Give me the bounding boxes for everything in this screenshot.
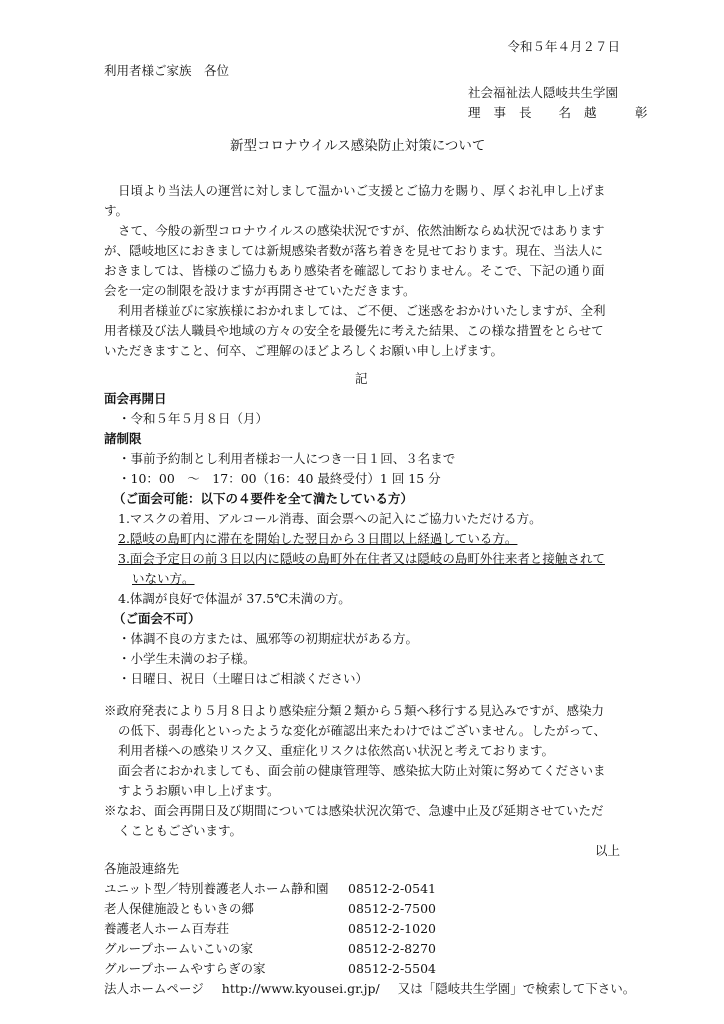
restrictions-heading: 諸制限 bbox=[104, 431, 142, 446]
homepage-link[interactable]: http://www.kyousei.gr.jp/ bbox=[221, 981, 380, 996]
impossible-item: ・体調不良の方または、風邪等の初期症状がある方。 bbox=[118, 631, 419, 646]
contact-row bbox=[104, 878, 624, 899]
contacts-heading: 各施設連絡先 bbox=[104, 861, 180, 876]
facility-name: 老人保健施設ともいきの郷 bbox=[104, 901, 255, 916]
facility-name: グループホームやすらぎの家 bbox=[104, 961, 266, 976]
body-line: いただきますこと、何卒、ご理解のほどよろしくお願い申し上げます。 bbox=[104, 343, 504, 358]
sender-name: 名越 彰 bbox=[558, 105, 661, 120]
body-line: が、隠岐地区におきましては新規感染者数が落ち着きを見せております。現在、当法人に bbox=[104, 243, 604, 258]
restriction-item: ・事前予約制とし利用者様お一人につき一日１回、３名まで bbox=[118, 451, 456, 466]
closing: 以上 bbox=[594, 843, 620, 858]
homepage-note: 又は「隠岐共生学園」で検索して下さい。 bbox=[397, 981, 636, 996]
contact-row bbox=[104, 938, 624, 959]
contact-row bbox=[104, 918, 624, 939]
sender-role: 理事長 bbox=[468, 105, 545, 120]
homepage-line bbox=[104, 978, 635, 999]
body-line: おきましては、皆様のご協力もあり感染者を確認しておりません。そこで、下記の通り面 bbox=[104, 263, 605, 278]
body-line: す。 bbox=[104, 203, 129, 218]
addressee: 利用者様ご家族 各位 bbox=[104, 63, 230, 78]
condition-item: 3.面会予定日の前３日以内に隠岐の島町外在住者又は隠岐の島町外往来者と接触されて bbox=[118, 551, 605, 566]
note-line: 面会者におかれましても、面会前の健康管理等、感染拡大防止対策に努めてくださいま bbox=[118, 763, 606, 778]
note-line: 利用者様への感染リスク又、重症化リスクは依然高い状況と考えております。 bbox=[118, 743, 555, 758]
condition-item: いない方。 bbox=[132, 571, 195, 586]
condition-item: 1.マスクの着用、アルコール消毒、面会票への記入にご協力いただける方。 bbox=[118, 511, 542, 526]
facility-name: グループホームいこいの家 bbox=[104, 941, 254, 956]
body-line: 用者様及び法人職員や地域の方々の安全を最優先に考えた結果、この様な措置をとらせて bbox=[104, 323, 604, 338]
body-line: さて、今般の新型コロナウイルスの感染状況ですが、依然油断ならぬ状況ではあります bbox=[118, 223, 605, 238]
ki-marker: 記 bbox=[355, 371, 368, 386]
facility-phone: 08512-2-5504 bbox=[348, 961, 436, 976]
impossible-item: ・小学生未満のお子様。 bbox=[118, 651, 256, 666]
possible-heading: （ご面会可能：以下の４要件を全て満たしている方） bbox=[113, 491, 414, 506]
document-date: 令和５年４月２７日 bbox=[507, 39, 620, 54]
homepage-label: 法人ホームページ bbox=[104, 981, 204, 996]
body-line: 会を一定の制限を設けますが再開させていただきます。 bbox=[104, 283, 416, 298]
facility-name: ユニット型／特別養護老人ホーム静和園 bbox=[104, 881, 329, 896]
reopen-heading: 面会再開日 bbox=[104, 391, 167, 406]
impossible-heading: （ご面会不可） bbox=[113, 611, 201, 626]
note-line: くこともございます。 bbox=[118, 823, 243, 838]
contact-row bbox=[104, 898, 624, 919]
sender-organization: 社会福祉法人隠岐共生学園 bbox=[468, 85, 619, 100]
body-line: 日頃より当法人の運営に対しまして温かいご支援とご協力を賜り、厚くお礼申し上げま bbox=[118, 183, 606, 198]
contact-row bbox=[104, 958, 624, 979]
note-line: ※政府発表により５月８日より感染症分類２類から５類へ移行する見込みですが、感染力 bbox=[104, 703, 605, 718]
note-line: ※なお、面会再開日及び期間については感染状況次第で、急遽中止及び延期させていただ bbox=[104, 803, 604, 818]
reopen-date: ・令和５年５月８日（月） bbox=[118, 411, 269, 426]
condition-item: 4.体調が良好で体温が 37.5℃未満の方。 bbox=[118, 591, 351, 606]
facility-phone: 08512-2-0541 bbox=[348, 881, 436, 896]
note-line: すようお願い申し上げます。 bbox=[118, 783, 280, 798]
restriction-item: ・10：00 ～ 17：00（16：40 最終受付）1 回 15 分 bbox=[118, 471, 441, 486]
condition-item: 2.隠岐の島町内に滞在を開始した翌日から３日間以上経過している方。 bbox=[118, 531, 518, 546]
facility-name: 養護老人ホーム百寿荘 bbox=[104, 921, 230, 936]
body-line: 利用者様並びに家族様におかれましては、ご不便、ご迷惑をおかけいたしますが、全利 bbox=[118, 303, 606, 318]
note-line: の低下、弱毒化といったような変化が確認出来たわけではございません。したがって、 bbox=[118, 723, 607, 738]
facility-phone: 08512-2-8270 bbox=[348, 941, 436, 956]
sender-signature bbox=[468, 102, 661, 123]
impossible-item: ・日曜日、祝日（土曜日はご相談ください） bbox=[118, 671, 369, 686]
facility-phone: 08512-2-1020 bbox=[348, 921, 436, 936]
document-title: 新型コロナウイルス感染防止対策について bbox=[230, 138, 486, 154]
facility-phone: 08512-2-7500 bbox=[348, 901, 436, 916]
